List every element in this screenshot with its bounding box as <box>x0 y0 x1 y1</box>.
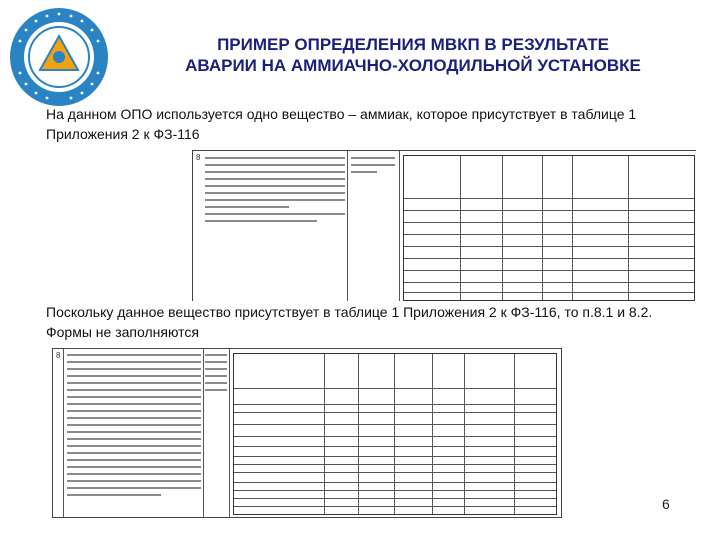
emblem-icon <box>8 6 110 108</box>
document-excerpt-1 <box>192 150 696 301</box>
slide-title <box>118 34 708 76</box>
paragraph-2: Поскольку данное вещество присутствует в таблице 1 Приложения 2 к ФЗ-116, то п.8.1 и 8.2. Формы не заполняются <box>46 304 653 340</box>
page-number: 6 <box>662 496 670 512</box>
row-number: 8 <box>56 351 61 360</box>
document-excerpt-2 <box>52 348 562 518</box>
scanned-text-block <box>67 354 201 501</box>
row-number: 8 <box>196 153 201 162</box>
scanned-text-block <box>351 157 395 178</box>
form-table <box>403 155 695 301</box>
scanned-text-block <box>205 354 227 396</box>
paragraph-1: На данном ОПО используется одно вещество – аммиак, которое присутствует в таблице 1 Приложения 2 к ФЗ-116 <box>46 106 637 142</box>
scanned-text-block <box>205 157 345 227</box>
title-line-2: АВАРИИ НА АММИАЧНО-ХОЛОДИЛЬНОЙ УСТАНОВКЕ <box>185 56 641 75</box>
title-line-1: ПРИМЕР ОПРЕДЕЛЕНИЯ МВКП В РЕЗУЛЬТАТЕ <box>217 35 609 54</box>
form-table <box>233 353 557 515</box>
